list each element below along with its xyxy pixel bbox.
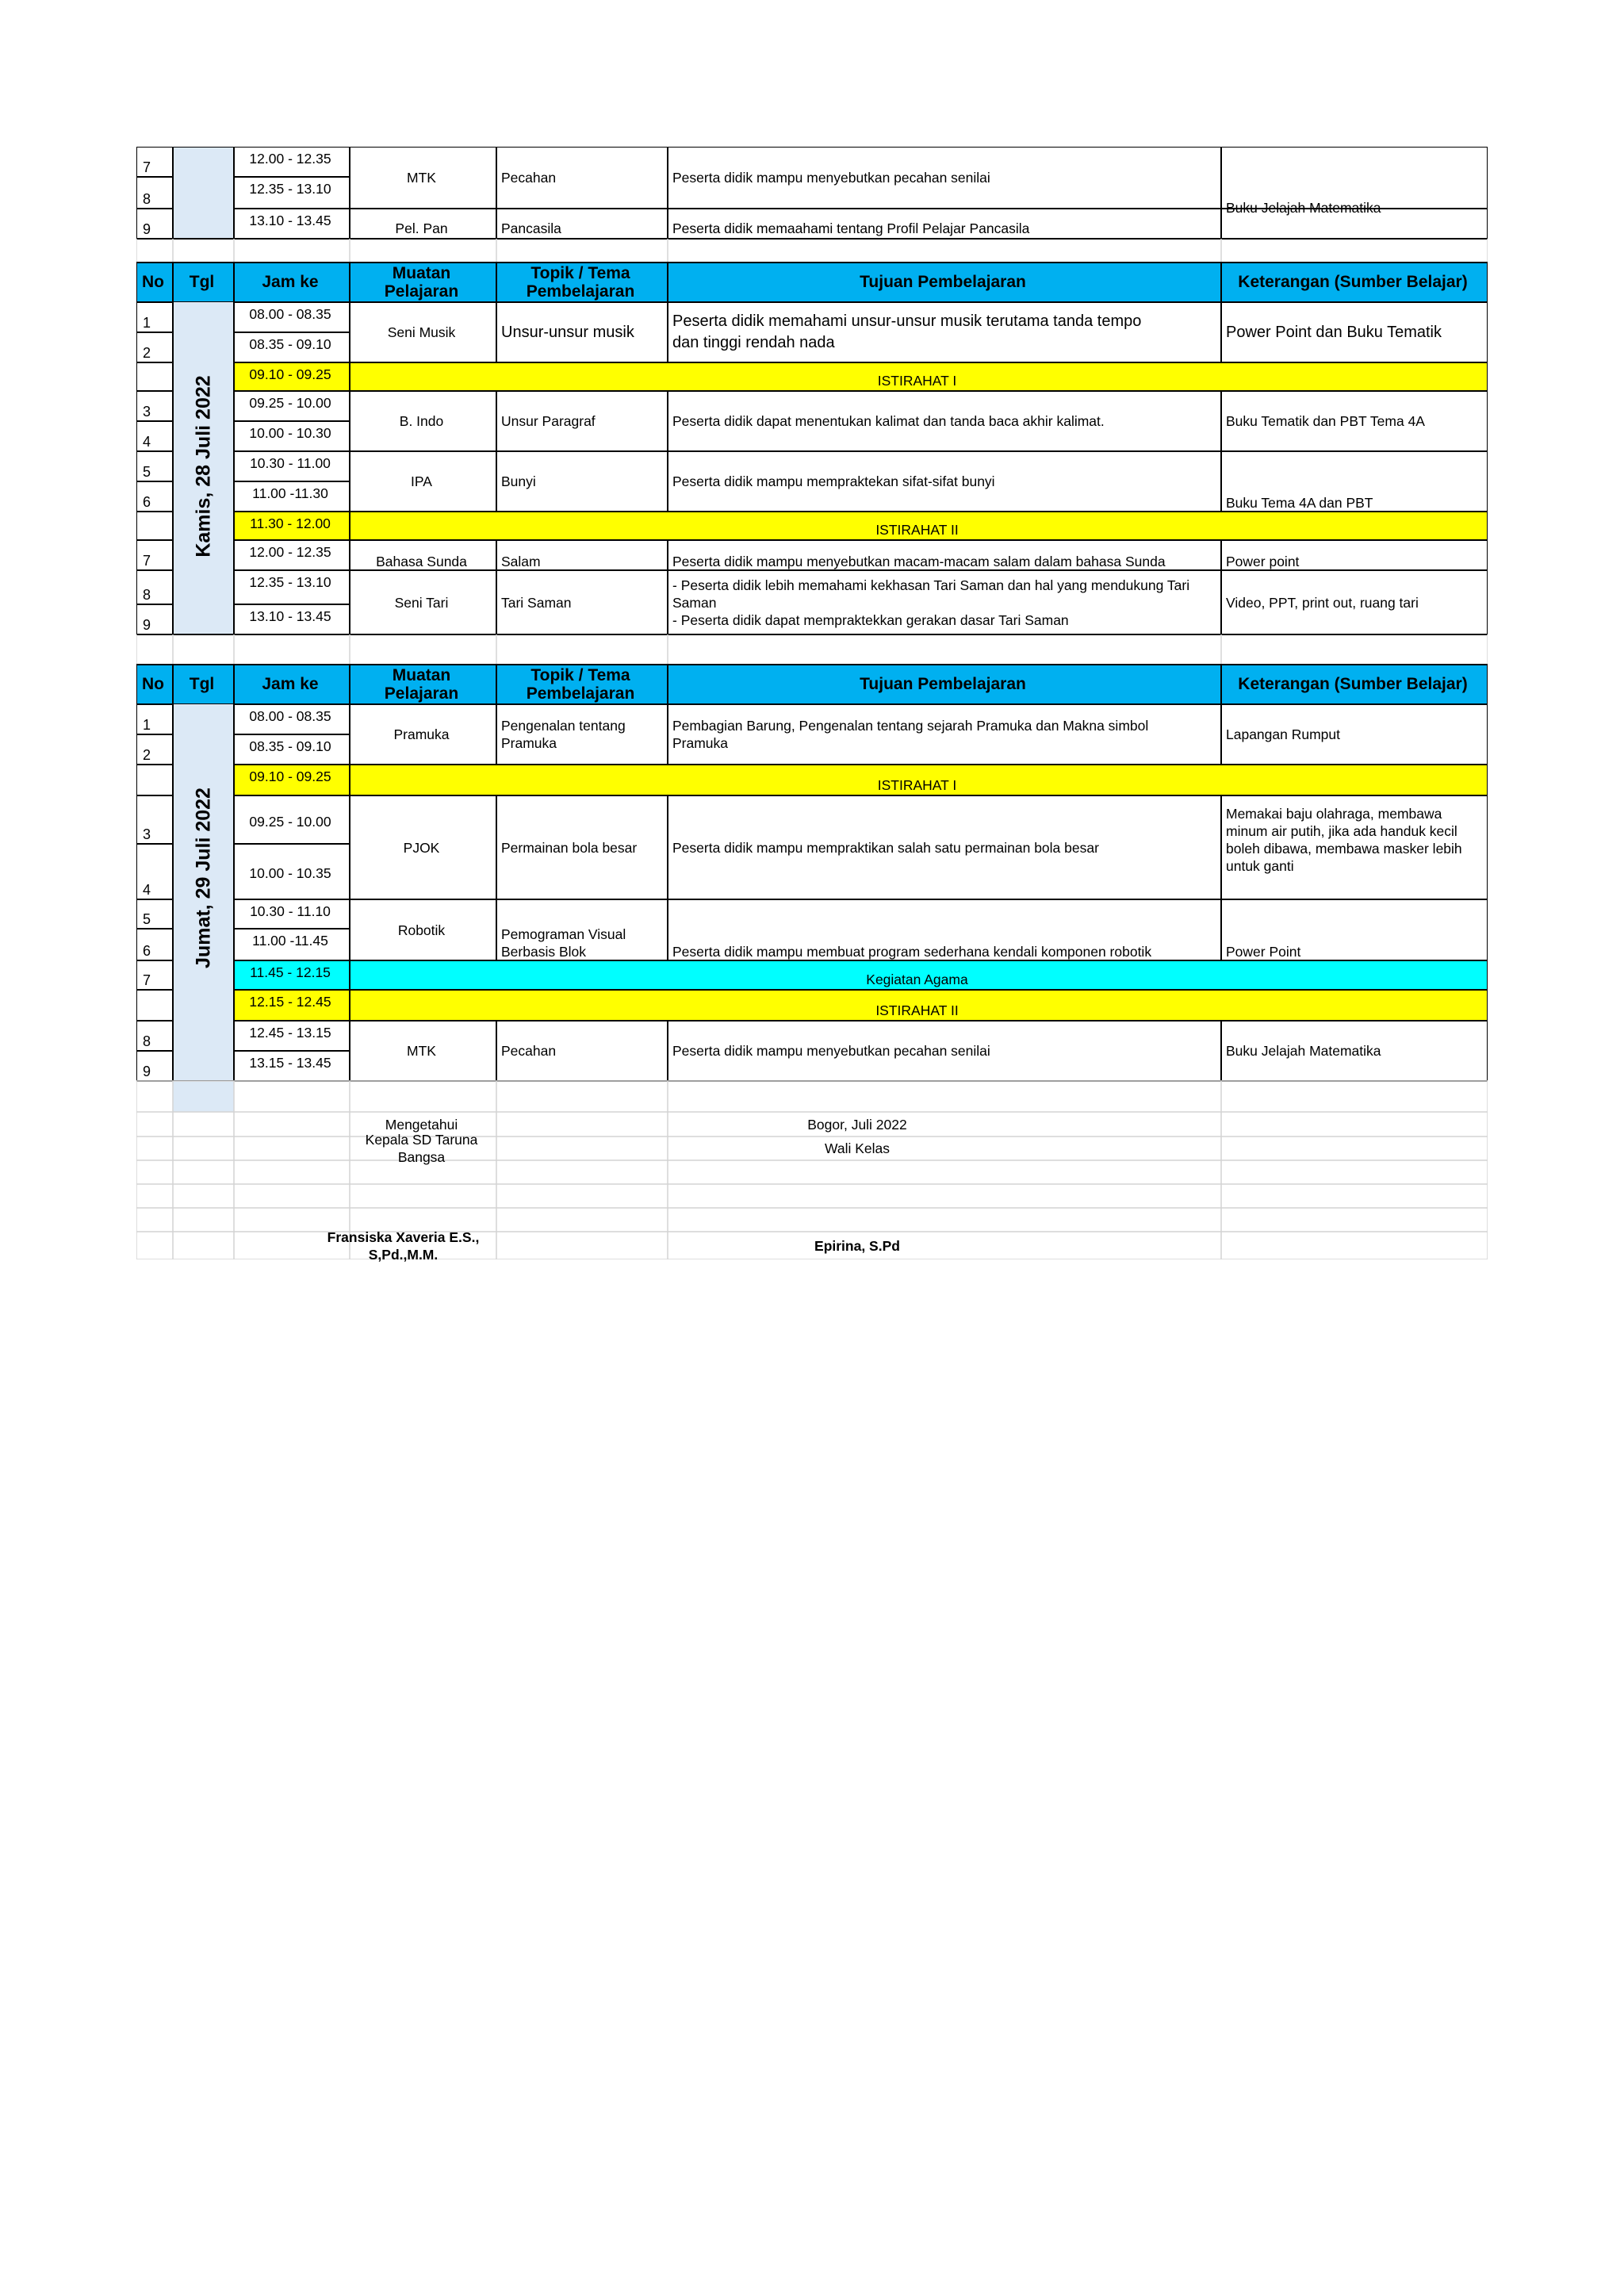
topic-cell: Bunyi: [501, 473, 536, 489]
subject-b_indo: B. Indo: [399, 413, 444, 429]
time-slot: 12.15 - 12.45: [249, 994, 331, 1010]
topic-cell: Unsur Paragraf: [501, 413, 596, 429]
date-cell-bg: [173, 147, 234, 239]
source-cell: Video, PPT, print out, ruang tari: [1226, 594, 1419, 611]
topic-cell: Pecahan: [501, 170, 557, 186]
goal-cell: Pembagian Barung, Pengenalan tentang sejarah Pramuka dan Makna simbol Pramuka: [672, 718, 1149, 751]
row-number: 3: [143, 404, 151, 420]
topic-cell: Tari Saman: [501, 594, 572, 611]
time-slot: 12.35 - 13.10: [249, 574, 331, 590]
subject-robotik: Robotik: [397, 922, 446, 938]
topic-cell: Permainan bola besar: [501, 839, 638, 856]
row-number: 8: [143, 587, 151, 603]
row-number: 8: [143, 191, 151, 207]
row-number: [136, 512, 173, 540]
row-number: 3: [143, 826, 151, 842]
time-slot: 10.30 - 11.00: [250, 455, 331, 471]
header-tgl-2: Tgl: [189, 675, 215, 693]
topic-cell: Unsur-unsur musik: [501, 323, 634, 341]
time-slot: 08.00 - 08.35: [249, 708, 331, 724]
row-number: 4: [143, 882, 151, 898]
subject-pelpan: Pel. Pan: [395, 220, 448, 236]
row-number: 5: [143, 911, 151, 927]
goal-cell: Peserta didik mampu membuat program sederhana kendali komponen robotik: [672, 944, 1152, 960]
topic-cell: Pemograman Visual Berbasis Blok: [501, 926, 626, 960]
source-cell: Memakai baju olahraga, membawa minum air putih, jika ada handuk kecil boleh dibawa, membawa masker lebih untuk ganti: [1226, 806, 1462, 874]
kegiatan-agama: Kegiatan Agama: [866, 972, 968, 987]
goal-cell: Peserta didik mampu menyebutkan macam-macam salam dalam bahasa Sunda: [672, 554, 1166, 569]
kepala-name: Fransiska Xaveria E.S., S,Pd.,M.M.: [327, 1228, 480, 1263]
subject-mtk: MTK: [407, 170, 436, 186]
row-number: 1: [143, 717, 151, 733]
time-slot: 10.30 - 11.10: [250, 903, 331, 919]
time-slot: 11.00 -11.45: [252, 933, 328, 949]
istirahat-2: ISTIRAHAT II: [875, 522, 959, 538]
topic-cell: Pecahan: [501, 1043, 557, 1059]
source-cell: Buku Jelajah Matematika: [1226, 1043, 1381, 1059]
topic-cell: Pengenalan tentang Pramuka: [501, 718, 626, 751]
kepala-label: Kepala SD Taruna Bangsa: [365, 1132, 478, 1165]
subject-seni_musik: Seni Musik: [387, 324, 456, 340]
istirahat-2: ISTIRAHAT II: [875, 1002, 959, 1018]
time-slot: 11.45 - 12.15: [250, 964, 331, 980]
header-muatan-2: Muatan Pelajaran: [384, 666, 459, 703]
time-slot: 12.00 - 12.35: [249, 544, 331, 560]
topic-cell: Pancasila: [501, 220, 561, 236]
row-number: 9: [143, 1064, 151, 1079]
row-number: 7: [143, 972, 151, 988]
subject-mtk: MTK: [407, 1043, 436, 1059]
row-number: [136, 362, 173, 391]
goal-cell: Peserta didik mampu mempraktekan sifat-sifat bunyi: [672, 473, 995, 489]
time-slot: 11.30 - 12.00: [250, 516, 331, 531]
istirahat-1: ISTIRAHAT I: [877, 373, 957, 389]
header-jam-1: Jam ke: [262, 273, 319, 291]
row-number: [136, 990, 173, 1021]
goal-cell: Peserta didik mampu menyebutkan pecahan senilai: [672, 1043, 990, 1059]
schedule-sheet: [136, 147, 1488, 1263]
date-kamis: Kamis, 28 Juli 2022: [192, 375, 214, 558]
time-slot: 08.35 - 09.10: [249, 738, 331, 754]
row-number: 9: [143, 617, 151, 633]
row-number: 2: [143, 747, 151, 763]
header-jam-2: Jam ke: [262, 675, 319, 693]
time-slot: 09.10 - 09.25: [249, 769, 331, 784]
time-slot: 09.25 - 10.00: [249, 395, 331, 411]
istirahat-1: ISTIRAHAT I: [877, 777, 957, 793]
row-number: 9: [143, 221, 151, 237]
subject-tari: Seni Tari: [394, 594, 449, 611]
time-slot: 09.25 - 10.00: [249, 813, 331, 830]
subject-sunda: Bahasa Sunda: [376, 554, 467, 569]
time-slot: 10.00 - 10.35: [249, 865, 331, 881]
goal-cell: Peserta didik memahami unsur-unsur musik terutama tanda tempo dan tinggi rendah nada: [672, 312, 1142, 351]
time-slot: 10.00 - 10.30: [249, 425, 331, 441]
time-slot: 13.10 - 13.45: [249, 213, 331, 228]
row-number: 6: [143, 494, 151, 510]
header-tujuan-1: Tujuan Pembelajaran: [860, 273, 1026, 291]
row-number: 4: [143, 434, 151, 450]
header-tujuan-2: Tujuan Pembelajaran: [860, 675, 1026, 693]
time-slot: 08.35 - 09.10: [249, 336, 331, 352]
row-number: [136, 765, 173, 795]
header-tgl-1: Tgl: [189, 273, 215, 291]
header-muatan-1: Muatan Pelajaran: [384, 264, 459, 301]
header-no-2: No: [142, 675, 164, 693]
time-slot: 13.10 - 13.45: [249, 608, 331, 624]
row-number: 1: [143, 315, 151, 331]
date-jumat: Jumat, 29 Juli 2022: [192, 788, 214, 968]
source-cell: Power Point: [1226, 944, 1301, 960]
time-slot: 11.00 -11.30: [252, 485, 328, 501]
goal-cell: Peserta didik mampu menyebutkan pecahan senilai: [672, 170, 990, 186]
row-number: 6: [143, 943, 151, 959]
source-cell: Power point: [1226, 554, 1300, 569]
row-number: 2: [143, 345, 151, 361]
goal-cell: - Peserta didik lebih memahami kekhasan Tari Saman dan hal yang mendukung Tari Saman - Peserta didik dapat mempraktekkan gerakan dasar Tari Saman: [672, 577, 1190, 628]
header-no-1: No: [142, 273, 164, 291]
goal-cell: Peserta didik dapat menentukan kalimat dan tanda baca akhir kalimat.: [672, 413, 1105, 429]
goal-cell: Peserta didik memaahami tentang Profil Pelajar Pancasila: [672, 220, 1030, 236]
wali-name: Epirina, S.Pd: [814, 1237, 900, 1254]
date-cell-bg: [173, 1081, 234, 1112]
subject-pjok: PJOK: [403, 839, 440, 856]
source-cell: Buku Tematik dan PBT Tema 4A: [1226, 413, 1425, 429]
subject-pramuka: Pramuka: [393, 726, 450, 742]
source-cell: Power Point dan Buku Tematik: [1226, 323, 1442, 341]
source-cell: Lapangan Rumput: [1226, 726, 1340, 742]
date-place-label: Bogor, Juli 2022: [807, 1116, 907, 1133]
time-slot: 13.15 - 13.45: [249, 1055, 331, 1071]
topic-cell: Salam: [501, 554, 541, 569]
header-topik-2: Topik / Tema Pembelajaran: [526, 666, 635, 703]
wali-label: Wali Kelas: [824, 1140, 890, 1156]
source-cell: Buku Tema 4A dan PBT: [1226, 495, 1373, 511]
mengetahui-label: Mengetahui: [385, 1116, 458, 1133]
row-number: 7: [143, 159, 151, 175]
row-number: 7: [143, 553, 151, 569]
subject-ipa: IPA: [411, 473, 432, 489]
time-slot: 12.00 - 12.35: [249, 151, 331, 167]
time-slot: 12.45 - 13.15: [249, 1025, 331, 1041]
source-cell: Buku Jelajah Matematika: [1226, 200, 1381, 216]
header-keterangan-2: Keterangan (Sumber Belajar): [1238, 675, 1468, 693]
time-slot: 08.00 - 08.35: [249, 306, 331, 322]
time-slot: 12.35 - 13.10: [249, 181, 331, 197]
goal-cell: Peserta didik mampu mempraktikan salah satu permainan bola besar: [672, 839, 1099, 856]
row-number: 8: [143, 1033, 151, 1049]
time-slot: 09.10 - 09.25: [249, 366, 331, 382]
header-keterangan-1: Keterangan (Sumber Belajar): [1238, 273, 1468, 291]
row-number: 5: [143, 464, 151, 480]
header-topik-1: Topik / Tema Pembelajaran: [526, 264, 635, 301]
